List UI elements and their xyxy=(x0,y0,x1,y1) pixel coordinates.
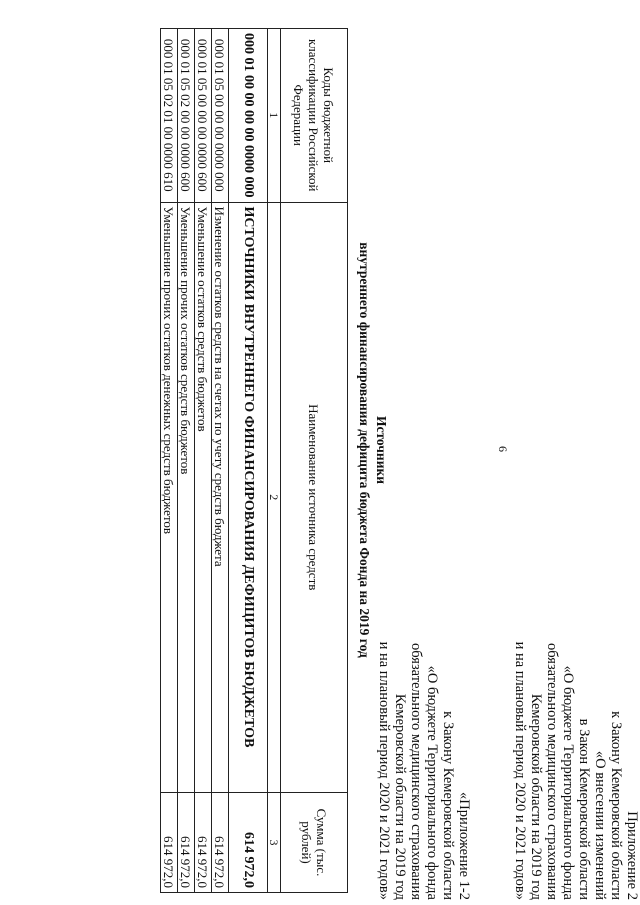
header-name: Наименование источника средств xyxy=(281,202,348,793)
row-code: 000 01 05 02 00 00 0000 600 xyxy=(178,29,195,203)
row-code: 000 01 00 00 00 00 0000 000 xyxy=(229,29,268,203)
column-number-row xyxy=(268,29,281,893)
row-sum: 614 972,0 xyxy=(178,793,195,893)
appendix-line: Приложение 2 xyxy=(624,811,640,900)
appendix-line: к Закону Кемеровской области xyxy=(608,711,624,900)
appendix-1-2-header xyxy=(376,642,472,900)
row-name: Уменьшение остатков средств бюджетов xyxy=(195,202,212,793)
row-sum: 614 972,0 xyxy=(195,793,212,893)
row-code: 000 01 05 02 01 00 0000 610 xyxy=(161,29,178,203)
appendix-line: в Закон Кемеровской области xyxy=(576,718,592,900)
title-line-2: внутреннего финансирования дефицита бюджета Фонда на 2019 год xyxy=(357,242,372,658)
appendix-2-header xyxy=(512,642,640,900)
row-code: 000 01 05 00 00 00 0000 000 xyxy=(212,29,229,203)
table-row xyxy=(178,29,195,893)
row-name: Уменьшение прочих остатков денежных средств бюджетов xyxy=(161,202,178,793)
appendix-line: «О внесении изменений xyxy=(592,750,608,900)
appendix-line: «Приложение 1-2 xyxy=(456,791,472,900)
header-codes: Коды бюджетной классификации Российской Федерации xyxy=(281,29,348,203)
document-title xyxy=(356,0,390,900)
row-name: Уменьшение прочих остатков средств бюджетов xyxy=(178,202,195,793)
table-row xyxy=(229,29,268,893)
row-name: ИСТОЧНИКИ ВНУТРЕННЕГО ФИНАНСИРОВАНИЯ ДЕФИЦИТОВ БЮДЖЕТОВ xyxy=(229,202,268,793)
appendix-line: «О бюджете Территориального фонда xyxy=(424,665,440,900)
row-code: 000 01 05 00 00 00 0000 600 xyxy=(195,29,212,203)
column-number: 1 xyxy=(268,29,281,203)
row-sum: 614 972,0 xyxy=(161,793,178,893)
table-row xyxy=(212,29,229,893)
table-header-row xyxy=(281,29,348,893)
table-row xyxy=(195,29,212,893)
appendix-line: обязательного медицинского страхования xyxy=(408,643,424,900)
header-sum: Сумма (тыс. рублей) xyxy=(281,793,348,893)
appendix-line: Кемеровской области на 2019 год xyxy=(392,693,408,900)
appendix-line: и на плановый период 2020 и 2021 годов» xyxy=(376,641,392,900)
appendix-line: обязательного медицинского страхования xyxy=(544,643,560,900)
appendix-line: к Закону Кемеровской области xyxy=(440,711,456,900)
row-sum: 614 972,0 xyxy=(229,793,268,893)
column-number: 3 xyxy=(268,793,281,893)
appendix-line: Кемеровской области на 2019 год xyxy=(528,693,544,900)
page-number: 6 xyxy=(496,446,510,452)
row-sum: 614 972,0 xyxy=(212,793,229,893)
appendix-line: «О бюджете Территориального фонда xyxy=(560,665,576,900)
table-row xyxy=(161,29,178,893)
sources-table xyxy=(160,28,348,893)
column-number: 2 xyxy=(268,202,281,793)
appendix-line: и на плановый период 2020 и 2021 годов» xyxy=(512,641,528,900)
title-line-1: Источники xyxy=(374,415,389,485)
row-name: Изменение остатков средств на счетах по учету средств бюджета xyxy=(212,202,229,793)
